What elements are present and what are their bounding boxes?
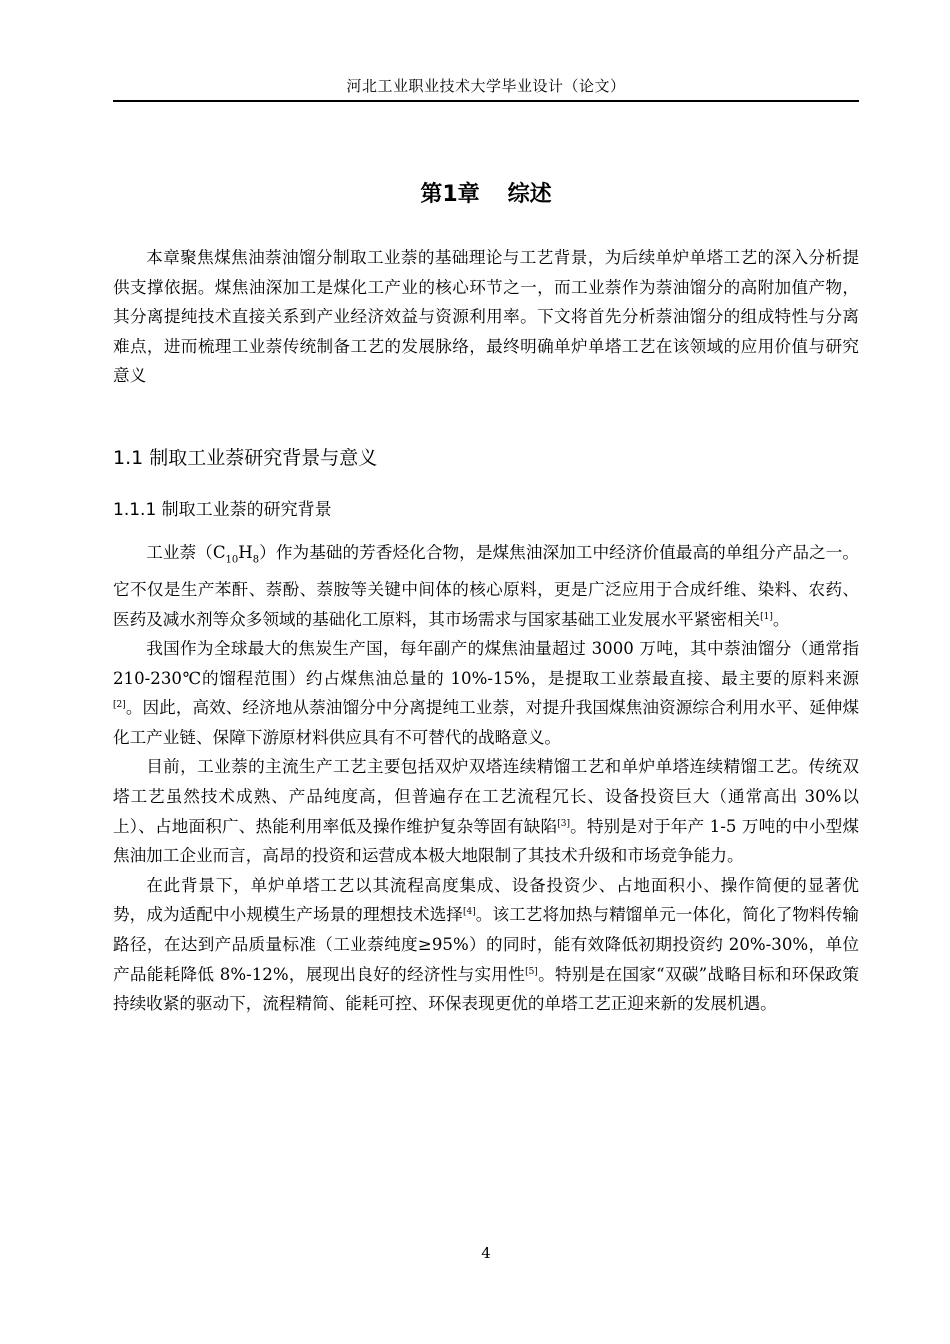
header-rule (113, 100, 859, 102)
section-body (113, 538, 859, 1019)
chapter-number: 第1章 (420, 182, 480, 207)
paragraph-3: 目前，工业萘的主流生产工艺主要包括双炉双塔连续精馏工艺和单炉单塔连续精馏工艺。传统双塔工艺虽然技术成熟、产品纯度高，但普遍存在工艺流程冗长、设备投资巨大（通常高出 30%以上）、占地面积广、热能利用率低及操作维护复杂等固有缺陷[3]。特别是对于年产 1-5 万吨的中小型煤焦油加工企业而言，高昂的投资和运营成本极大地限制了其技术升级和市场竞争能力。 (113, 757, 859, 866)
chapter-name: 综述 (507, 182, 552, 207)
chapter-intro (113, 243, 859, 391)
running-header: 河北工业职业技术大学毕业设计（论文） (346, 77, 626, 95)
section-heading-1-1-1: 1.1.1 制取工业萘的研究背景 (113, 500, 332, 520)
citation-1: [1] (760, 611, 773, 622)
chapter-title (113, 178, 859, 212)
page-number: 4 (481, 1244, 491, 1262)
intro-paragraph: 本章聚焦煤焦油萘油馏分制取工业萘的基础理论与工艺背景，为后续单炉单塔工艺的深入分析提供支撑依据。煤焦油深加工是煤化工产业的核心环节之一，而工业萘作为萘油馏分的高附加值产物，其分离提纯技术直接关系到产业经济效益与资源利用率。下文将首先分析萘油馏分的组成特性与分离难点，进而梳理工业萘传统制备工艺的发展脉络，最终明确单炉单塔工艺在该领域的应用价值与研究意义 (113, 248, 859, 386)
paragraph-4: 在此背景下，单炉单塔工艺以其流程高度集成、设备投资少、占地面积小、操作简便的显著优势，成为适配中小规模生产场景的理想技术选择[4]。该工艺将加热与精馏单元一体化，简化了物料传输路径，在达到产品质量标准（工业萘纯度≥95%）的同时，能有效降低初期投资约 20%-30%，单位产品能耗降低 8%-12%，展现出良好的经济性与实用性[5]。特别是在国家“双碳”战略目标和环保政策持续收紧的驱动下，流程精简、能耗可控、环保表现更优的单塔工艺正迎来新的发展机遇。 (113, 875, 860, 1014)
paragraph-2: 我国作为全球最大的焦炭生产国，每年副产的煤焦油量超过 3000 万吨，其中萘油馏分（通常指 210-230℃的馏程范围）约占煤焦油总量的 10%-15%，是提取工业萘最直接、最主要的原料来源[2]。因此，高效、经济地从萘油馏分中分离提纯工业萘，对提升我国煤焦油资源综合利用水平、延伸煤化工产业链、保障下游原材料供应具有不可替代的战略意义。 (113, 639, 859, 747)
citation-5: [5] (525, 966, 538, 977)
citation-3: [3] (557, 818, 570, 829)
section-heading-1-1: 1.1 制取工业萘研究背景与意义 (113, 447, 378, 469)
naphthalene-formula: $C_{10}H_8$ (212, 543, 260, 566)
citation-4: [4] (462, 907, 476, 918)
paragraph-1: 工业萘$(C_{10}H_8)$作为基础的芳香烃化合物，是煤焦油深加工中经济价值最高的单组分产品之一。它不仅是生产苯酐、萘酚、萘胺等关键中间体的核心原料，更是广泛应用于合成纤维、染料、农药、医药及减水剂等众多领域的基础化工原料，其市场需求与国家基础工业发展水平紧密相关[1]。 (113, 543, 860, 629)
citation-2: [2] (113, 700, 126, 711)
